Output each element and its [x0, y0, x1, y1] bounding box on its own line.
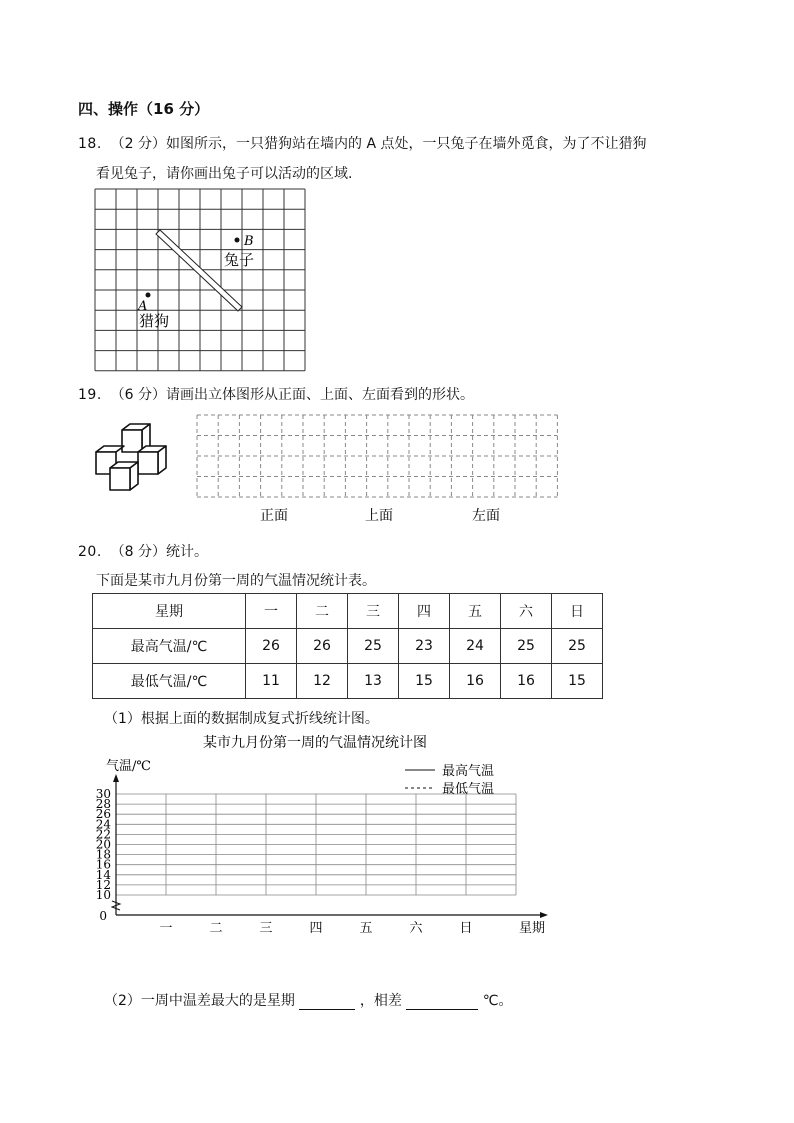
table-cell: 四 — [399, 594, 450, 629]
table-cell: 三 — [348, 594, 399, 629]
table-cell: 日 — [552, 594, 603, 629]
x-axis-arrow — [540, 912, 548, 918]
table-cell: 11 — [246, 664, 297, 699]
view-label-front: 正面 — [260, 508, 288, 524]
wall — [156, 230, 242, 311]
table-cell: 15 — [399, 664, 450, 699]
x-tick-label: 三 — [259, 921, 273, 936]
y-tick-label: 10 — [95, 888, 111, 902]
table-cell: 星期 — [93, 594, 246, 629]
table-cell: 26 — [246, 629, 297, 664]
table-cell: 16 — [450, 664, 501, 699]
cube-figure — [92, 422, 174, 494]
temperature-table — [92, 593, 603, 699]
point-a-dot — [146, 293, 151, 298]
table-cell: 二 — [297, 594, 348, 629]
y-tick-label: 14 — [95, 867, 111, 882]
answer-blank-difference[interactable] — [406, 995, 478, 1010]
y-tick-label: 24 — [95, 817, 111, 832]
table-cell: 16 — [501, 664, 552, 699]
view-label-top: 上面 — [365, 508, 393, 524]
axis-break — [112, 901, 120, 910]
q20-sub2 — [104, 990, 512, 1010]
y-axis-label: 气温/℃ — [106, 759, 151, 774]
table-cell: 12 — [297, 664, 348, 699]
legend-low: 最低气温 — [442, 782, 495, 797]
q20-intro: 下面是某市九月份第一周的气温情况统计表。 — [96, 573, 376, 589]
q18-grid-figure — [94, 188, 306, 372]
q20-line — [78, 541, 208, 561]
q20-sub2-part1: （2）一周中温差最大的是星期 — [104, 993, 295, 1009]
y-tick-label: 12 — [95, 877, 111, 892]
table-cell: 最高气温/℃ — [93, 629, 246, 664]
y-tick-label: 26 — [95, 807, 111, 822]
table-cell: 一 — [246, 594, 297, 629]
q18-line2: 看见兔子，请你画出兔子可以活动的区域. — [96, 166, 353, 182]
table-cell: 13 — [348, 664, 399, 699]
table-cell: 25 — [552, 629, 603, 664]
table-cell: 25 — [501, 629, 552, 664]
y-tick-label: 18 — [95, 847, 111, 862]
q18-line1 — [78, 133, 647, 153]
y-tick-label: 30 — [95, 787, 111, 801]
y-axis-arrow — [113, 774, 119, 782]
point-a-label: A — [138, 299, 148, 314]
y-tick-label: 16 — [95, 857, 111, 872]
q19-text: （6 分）请画出立体图形从正面、上面、左面看到的形状。 — [110, 387, 475, 403]
q19-number: 19. — [78, 387, 102, 403]
answer-blank-day[interactable] — [299, 995, 355, 1010]
q20-number: 20. — [78, 544, 102, 560]
q18-number: 18. — [78, 136, 102, 152]
view-label-left: 左面 — [472, 508, 500, 524]
table-cell: 六 — [501, 594, 552, 629]
table-cell: 25 — [348, 629, 399, 664]
table-cell: 15 — [552, 664, 603, 699]
x-tick-label: 二 — [209, 921, 223, 936]
q19-answer-grid — [196, 414, 558, 524]
temperature-line-chart — [90, 730, 560, 982]
table-row — [93, 594, 603, 629]
x-axis-label: 星期 — [518, 921, 546, 936]
q20-sub2-part3: ℃。 — [482, 993, 513, 1009]
point-b-dot — [235, 238, 240, 243]
point-b-label: B — [244, 234, 254, 249]
q20-sub1: （1）根据上面的数据制成复式折线统计图。 — [104, 711, 379, 727]
section-title: 四、操作（16 分） — [78, 100, 210, 118]
rabbit-label: 兔子 — [224, 251, 255, 269]
q20-text: （8 分）统计。 — [110, 544, 209, 560]
q18-text: （2 分）如图所示，一只猎狗站在墙内的 A 点处，一只兔子在墙外觅食，为了不让猎狗 — [110, 136, 647, 152]
y-tick-label: 20 — [95, 837, 111, 852]
y-tick-label: 28 — [95, 797, 111, 812]
dog-label: 猎狗 — [139, 312, 170, 330]
table-cell: 五 — [450, 594, 501, 629]
origin-label: 0 — [99, 909, 107, 923]
x-tick-label: 四 — [309, 921, 323, 936]
q19-line — [78, 384, 474, 404]
table-cell: 24 — [450, 629, 501, 664]
table-cell: 26 — [297, 629, 348, 664]
chart-title: 某市九月份第一周的气温情况统计图 — [203, 735, 427, 751]
table-row — [93, 629, 603, 664]
x-tick-label: 一 — [159, 921, 173, 936]
x-tick-label: 六 — [409, 921, 423, 936]
x-tick-label: 日 — [459, 921, 473, 936]
table-cell: 23 — [399, 629, 450, 664]
q20-sub2-part2: ，相差 — [359, 993, 402, 1009]
table-row — [93, 664, 603, 699]
x-tick-label: 五 — [359, 921, 373, 936]
legend-high: 最高气温 — [442, 764, 495, 779]
y-tick-label: 22 — [95, 827, 111, 842]
table-cell: 最低气温/℃ — [93, 664, 246, 699]
